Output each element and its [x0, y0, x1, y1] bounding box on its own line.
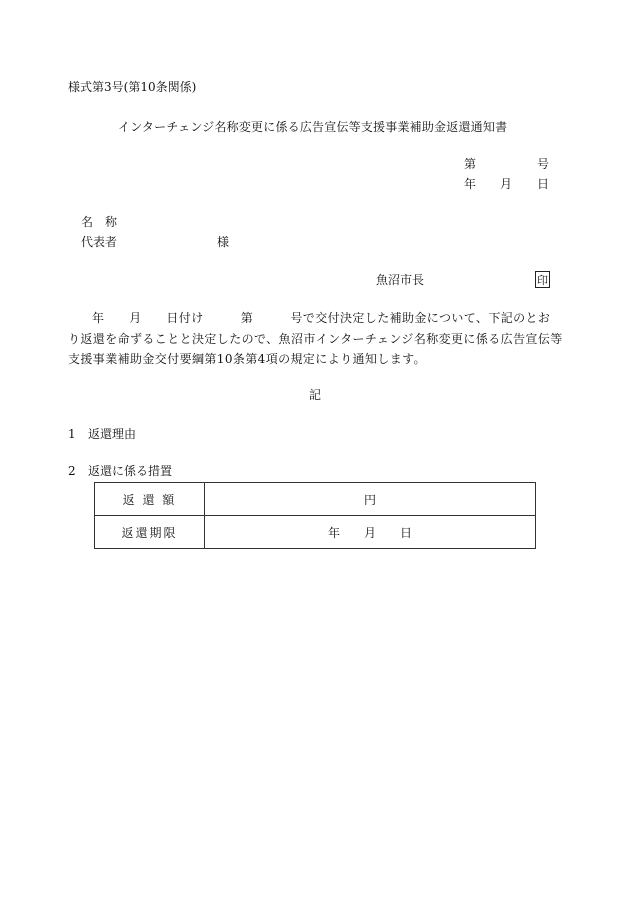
body-line-1: 年 月 日付け 第 号で交付決定した補助金について、下記のとお — [92, 311, 551, 325]
seal-label: 印 — [537, 273, 548, 287]
item-2-number: 2 — [68, 464, 76, 478]
table-row — [95, 483, 536, 516]
refund-deadline-value: 年 月 日 — [205, 516, 536, 549]
refund-amount-value: 円 — [205, 483, 536, 516]
recipient-rep-label: 代表者 — [81, 235, 118, 249]
item-2-label: 返還に係る措置 — [88, 464, 173, 478]
body-line-3: 支援事業補助金交付要綱第10条第4項の規定により通知します。 — [68, 352, 426, 366]
refund-deadline-label: 返還期限 — [95, 516, 205, 549]
item-1-number: 1 — [68, 427, 76, 441]
seal-mark — [535, 271, 550, 288]
table-row — [95, 516, 536, 549]
form-number: 様式第3号(第10条関係) — [68, 80, 197, 94]
refund-amount-label: 返 還 額 — [95, 483, 205, 516]
doc-number-prefix: 第 — [464, 157, 477, 171]
item-1-label: 返還理由 — [88, 427, 137, 441]
recipient-name-label: 名 称 — [81, 215, 118, 229]
ki-heading: 記 — [309, 388, 322, 402]
doc-date-year: 年 — [464, 177, 477, 191]
doc-number-suffix: 号 — [537, 157, 550, 171]
body-line-2: り返還を命ずることと決定したので、魚沼市インターチェンジ名称変更に係る広告宣伝等 — [68, 332, 563, 346]
issuer-title: 魚沼市長 — [376, 273, 425, 287]
recipient-honorific: 様 — [217, 235, 230, 249]
page-title: インターチェンジ名称変更に係る広告宣伝等支援事業補助金返還通知書 — [118, 120, 508, 134]
doc-date-day: 日 — [537, 177, 550, 191]
doc-date-month: 月 — [500, 177, 513, 191]
refund-table — [94, 482, 536, 549]
